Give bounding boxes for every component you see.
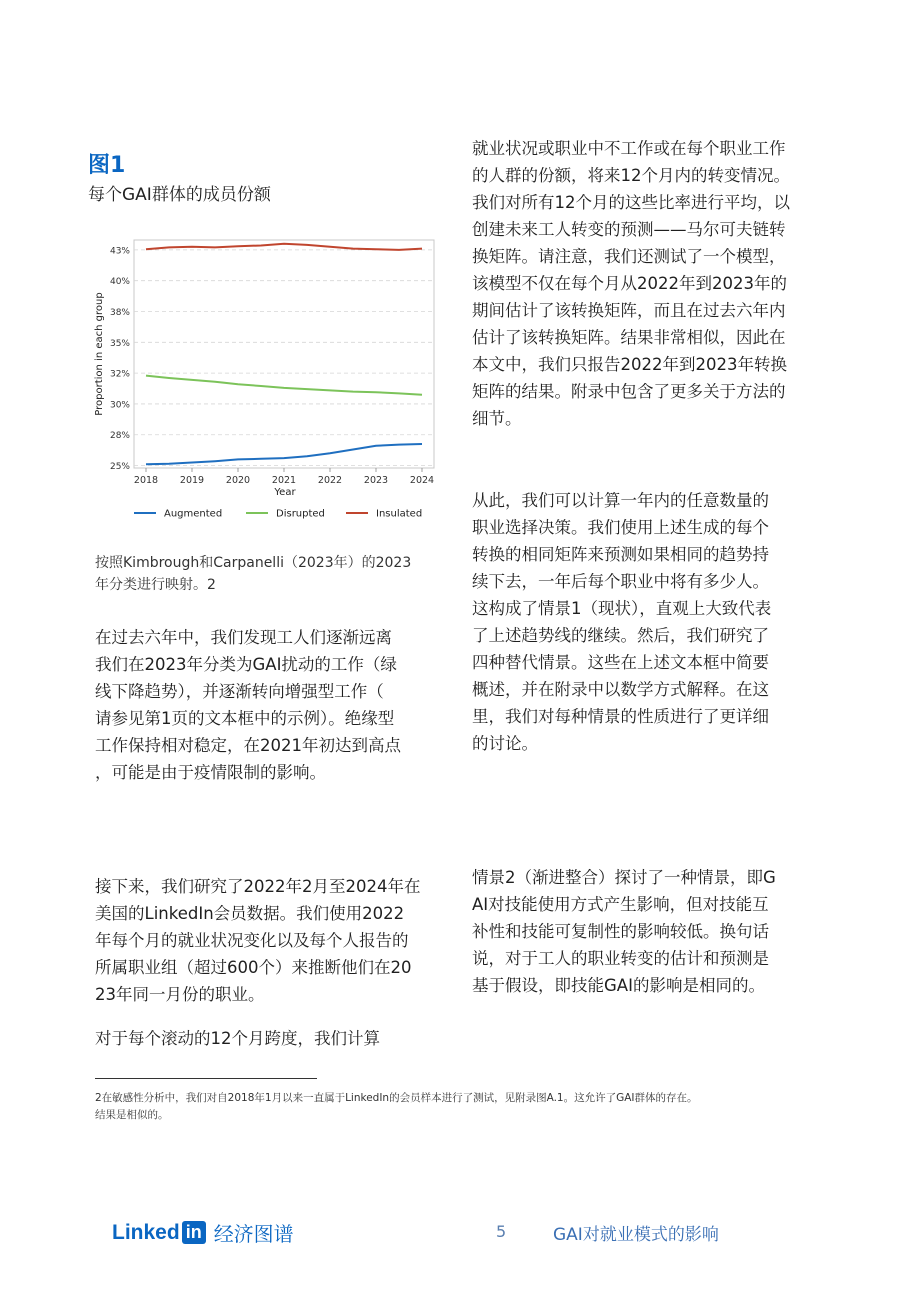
x-tick-label: 2023 [363,475,389,486]
x-tick-label: 2019 [179,475,205,486]
plot-frame [134,240,434,468]
x-tick-label: 2024 [409,475,435,486]
logo-in-box: in [182,1221,206,1244]
legend-label-disrupted: Disrupted [276,508,325,520]
x-tick-label: 2021 [271,475,297,486]
legend [134,509,422,520]
running-title: GAI对就业模式的影响 [553,1225,719,1245]
line-chart [88,232,448,532]
left-paragraph-3: 对于每个滚动的12个月跨度，我们计算 [95,1029,380,1048]
right-paragraph-1: 就业状况或职业中不工作或在每个职业工作 的人群的份额，将来12个月内的转变情况。 我们对所有12个月的这些比率进行平均，以 创建未来工人转变的预测——马尔可夫链转 换矩阵。请注意，我们还测试了一个模型， 该模型不仅在每个月从2022年到2023年的 期间估计了该转换矩阵，而且在过去六年内 估计了该转换矩阵。结果非常相似，因此在 本文中，我们只报告2022年到2023年转换 矩阵的结果。附录中包含了更多关于方法的 细节。 [472,139,790,428]
page-number: 5 [496,1222,507,1241]
y-tick-label: 40% [109,277,130,288]
left-paragraph-2: 接下来，我们研究了2022年2月至2024年在 美国的LinkedIn会员数据。我们使用2022 年每个月的就业状况变化以及每个人报告的 所属职业组（超过600个）来推断他们在20 23年同一月份的职业。 [95,877,421,1004]
right-paragraph-3: 情景2（渐进整合）探讨了一种情景，即G AI对技能使用方式产生影响，但对技能互 补性和技能可复制性的影响较低。换句话 说，对于工人的职业转变的估计和预测是 基于假设，即技能GAI的影响是相同的。 [472,868,776,995]
y-tick-label: 43% [109,246,130,257]
y-tick-label: 35% [109,338,130,349]
y-tick-label: 38% [109,307,130,318]
y-tick-label: 30% [109,400,130,411]
right-paragraph-2: 从此，我们可以计算一年内的任意数量的 职业选择决策。我们使用上述生成的每个 转换的相同矩阵来预测如果相同的趋势持 续下去，一年后每个职业中将有多少人。 这构成了情景1（现状），直观上大致代表 了上述趋势线的继续。然后，我们研究了 四种替代情景。这些在上述文本框中简要 概述，并在附录中以数学方式解释。在这 里，我们对每种情景的性质进行了更详细 的讨论。 [472,491,772,753]
x-tick-labels [134,468,434,486]
logo-subtitle: 经济图谱 [213,1222,294,1246]
footnote-divider [95,1078,317,1079]
left-paragraph-1: 在过去六年中，我们发现工人们逐渐远离 我们在2023年分类为GAI扰动的工作（绿 线下降趋势），并逐渐转向增强型工作（ 请参见第1页的文本框中的示例）。绝缘型 工作保持相对稳定，在2021年初达到高点 ，可能是由于疫情限制的影响。 [95,628,401,782]
x-tick-label: 2018 [133,475,159,486]
y-tick-labels [110,246,130,472]
y-tick-label: 32% [109,369,130,380]
footnote: 2在敏感性分析中，我们对自2018年1月以来一直属于LinkedIn的会员样本进行了测试，见附录图A.1。这允许了GAI群体的存在。 结果是相似的。 [95,1092,698,1121]
x-axis-label: Year [274,487,296,498]
figure-note: 按照Kimbrough和Carpanelli（2023年）的2023 年分类进行映射。2 [95,555,412,593]
linkedin-logo [112,1218,294,1247]
y-tick-label: 28% [109,431,130,442]
logo-wordmark: Linked [112,1220,180,1244]
x-tick-label: 2022 [317,475,343,486]
x-tick-label: 2020 [225,475,251,486]
figure-label: 图1 [88,153,126,178]
legend-label-augmented: Augmented [164,508,223,520]
y-tick-label: 25% [109,462,130,473]
y-axis-label: Proportion in each group [94,292,105,416]
legend-label-insulated: Insulated [376,508,423,520]
figure-title: 每个GAI群体的成员份额 [88,185,271,205]
